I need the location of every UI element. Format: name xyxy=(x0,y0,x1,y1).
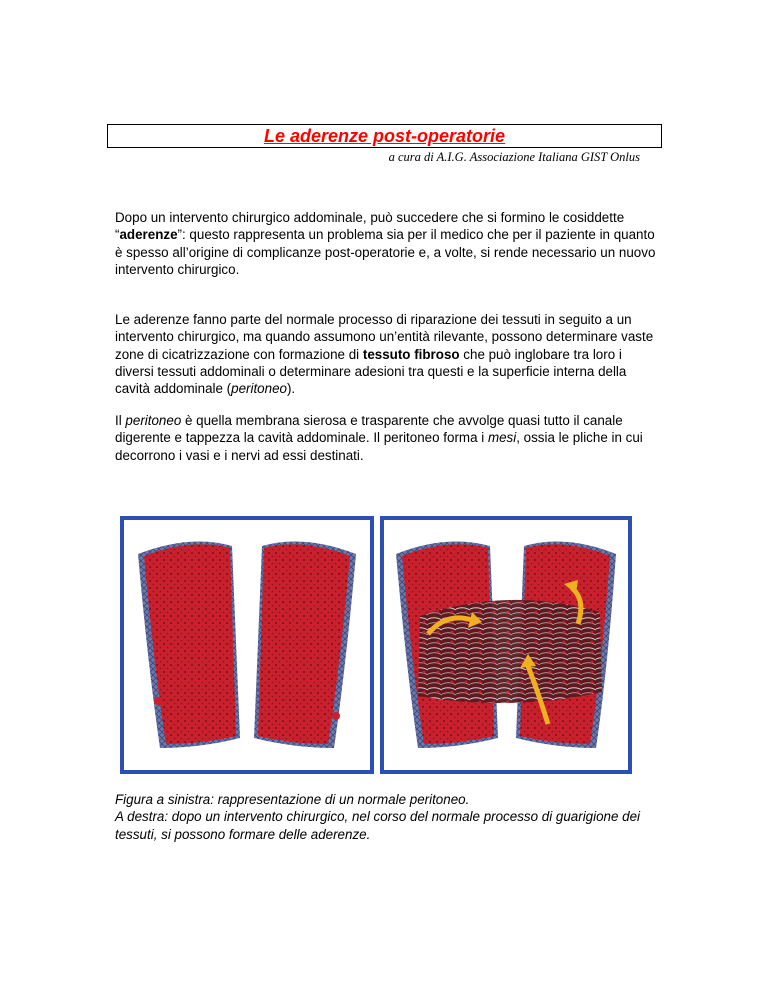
p3-text-c: è quella membrana sierosa e trasparente che avvolge quasi tutto il canale digerente e tappezza la cavità addominale. Il peritoneo forma i xyxy=(115,413,623,446)
p2-text-a: Le aderenze fanno parte del normale processo di riparazione dei tessuti in seguito a un intervento chirurgico, ma quando assumono un’entità rilevante, possono determinare vaste zone di cicatrizzazione con formazione di xyxy=(115,312,654,362)
adhesions-panel xyxy=(382,518,630,772)
p2-text-c: che può inglobare tra loro i diversi tessuti addominali o determinare adesioni tra questi e la superficie interna della cavità addominale ( xyxy=(115,346,627,397)
p2-bold-term: tessuto fibroso xyxy=(362,346,460,362)
page-subtitle: a cura di A.I.G. Associazione Italiana GIST Onlus xyxy=(388,150,640,164)
p2-italic-term: peritoneo xyxy=(231,381,287,397)
p1-text-c: ”: questo rappresenta un problema sia per il medico che per il paziente in quanto è spesso all’origine di complicanze post-operatorie e, a volte, si rende necessario un nuovo intervento chirurgico. xyxy=(115,227,656,277)
page-title: Le aderenze post-operatorie xyxy=(263,126,506,146)
caption-line-1: Figura a sinistra: rappresentazione di un normale peritoneo. xyxy=(115,792,470,807)
p1-bold-term: aderenze xyxy=(119,227,178,243)
normal-peritoneum-panel xyxy=(122,518,372,772)
caption-line-2: A destra: dopo un intervento chirurgico, nel corso del normale processo di guarigione dei tessuti, si possono formare delle aderenze. xyxy=(115,809,641,842)
figure-caption xyxy=(115,791,660,843)
paragraph-intro xyxy=(115,209,660,278)
paragraph-peritoneum xyxy=(115,412,660,464)
p1-text-a: Dopo un intervento chirurgico addominale, può succedere che si formino le cosiddette “ xyxy=(115,210,625,243)
p3-italic-term: peritoneo xyxy=(125,413,182,428)
p3-italic-mesi: mesi xyxy=(487,430,517,446)
title-box xyxy=(107,124,662,148)
p3-text-e: , ossia le pliche in cui decorrono i vasi e i nervi ad essi destinati. xyxy=(115,430,643,463)
peritoneum-figure xyxy=(120,516,632,774)
p3-text-a: Il xyxy=(115,413,126,428)
p2-text-e: ). xyxy=(286,381,296,397)
paragraph-adhesions xyxy=(115,311,660,397)
